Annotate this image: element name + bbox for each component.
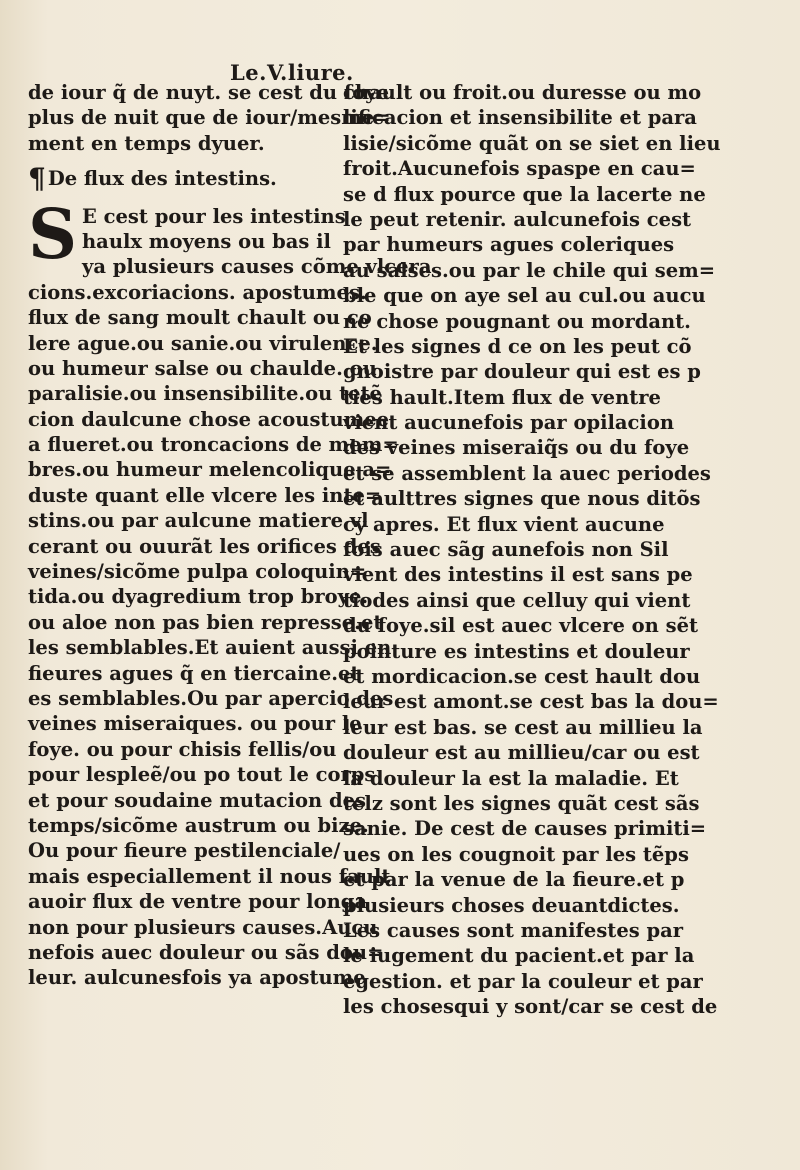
- text-line: pointure es intestins et douleur: [343, 639, 690, 663]
- text-line: veines miseraiques. ou pour le: [28, 712, 362, 736]
- text-line: nefois auec douleur ou sãs dou=: [28, 940, 384, 964]
- text-line: vient aucunefois par opilacion: [343, 411, 675, 435]
- text-line: les chosesqui y sont/car se cest de: [343, 995, 718, 1019]
- text-line: vient des intestins il est sans pe: [343, 563, 693, 587]
- text-line: cions.excoriacions. apostumes.: [28, 280, 367, 304]
- text-line: flux de sang moult chault ou co: [28, 306, 372, 330]
- text-line: cy apres. Et flux vient aucune: [343, 512, 665, 536]
- text-line: au salses.ou par le chile qui sem=: [343, 258, 716, 282]
- text-line: fieures agues q̃ en tiercaine.et: [28, 661, 360, 685]
- text-line: tida.ou dyagredium trop broye.: [28, 585, 369, 609]
- text-line: foye. ou pour chisis fellis/ou: [28, 737, 337, 761]
- text-line: ou aloe non pas bien represse.et: [28, 610, 383, 634]
- text-line: ou humeur salse ou chaulde. ou: [28, 356, 377, 380]
- text-line: les semblables.Et auient aussi en: [28, 636, 392, 660]
- text-line: douleur est au millieu/car ou est: [343, 741, 700, 765]
- text-line: cion daulcune chose acoustumee: [28, 407, 390, 431]
- text-line: des veines miseraiq̃s ou du foye: [343, 436, 690, 460]
- text-line: stins.ou par aulcune matiere vl: [28, 509, 369, 533]
- right-column: [343, 80, 721, 1019]
- text-line: le peut retenir. aulcunefois cest: [343, 207, 692, 231]
- text-line: Et les signes d ce on les peut cõ: [343, 334, 692, 358]
- text-line: duste quant elle vlcere les inte=: [28, 483, 382, 507]
- text-line: telz sont les signes quãt cest sãs: [343, 791, 700, 815]
- section-heading-text: De flux des intestins.: [47, 167, 277, 191]
- text-line: ble que on aye sel au cul.ou aucu: [343, 284, 706, 308]
- text-line: cerant ou ouurãt les orifices des: [28, 534, 381, 558]
- text-line: ya plusieurs causes cõme vlcera: [82, 255, 432, 279]
- text-line: chault ou froit.ou duresse ou mo: [343, 81, 702, 104]
- text-line: de iour q̃ de nuyt. se cest du foye: [28, 81, 389, 104]
- text-line: ues on les cougnoit par les tẽps: [343, 842, 689, 866]
- text-line: Ou pour fieure pestilenciale/: [28, 839, 341, 863]
- text-line: et pour soudaine mutacion des: [28, 788, 367, 812]
- text-line: la douleur la est la maladie. Et: [343, 766, 679, 790]
- right-body-text: [343, 80, 721, 1019]
- text-line: Les causes sont manifestes par: [343, 918, 684, 942]
- text-line: leur. aulcunesfois ya apostume: [28, 966, 366, 990]
- text-line: du foye.sil est auec vlcere on sẽt: [343, 614, 699, 638]
- left-body-text: [28, 194, 432, 991]
- text-line: fois auec sãg aunefois non Sil: [343, 538, 669, 562]
- running-header: Le.V.liure.: [230, 60, 354, 85]
- text-line: ties hault.Item flux de ventre: [343, 385, 661, 409]
- text-line: se d flux pource que la lacerte ne: [343, 182, 706, 206]
- text-line: pour lespleẽ/ou po tout le corps: [28, 763, 376, 787]
- text-line: et mordicacion.se cest hault dou: [343, 664, 701, 688]
- text-line: paralisie.ou insensibilite.ou tetẽ: [28, 382, 382, 406]
- text-line: froit.Aucunefois spaspe en cau=: [343, 157, 696, 181]
- opening-lines: [28, 80, 391, 156]
- text-line: plus de nuit que de iour/mesme=: [28, 106, 391, 130]
- decorated-initial: S: [28, 194, 78, 275]
- text-line: leur est amont.se cest bas la dou=: [343, 690, 719, 714]
- text-line: E cest pour les intestins: [82, 204, 346, 228]
- text-line: non pour plusieurs causes.Aucu: [28, 915, 378, 939]
- text-line: egestion. et par la couleur et par: [343, 969, 703, 993]
- text-line: mais especiallement il nous fault: [28, 864, 391, 888]
- text-line: ment en temps dyuer.: [28, 131, 265, 155]
- text-line: haulx moyens ou bas il: [82, 229, 331, 253]
- text-line: et aulttres signes que nous ditõs: [343, 487, 701, 511]
- section-heading: [28, 162, 348, 196]
- text-line: plusieurs choses deuantdictes.: [343, 893, 680, 917]
- text-line: es semblables.Ou par apercio des: [28, 686, 394, 710]
- text-line: le iugement du pacient.et par la: [343, 944, 695, 968]
- text-line: gnoistre par douleur qui est es p: [343, 360, 701, 384]
- pilcrow-icon: ¶: [28, 162, 46, 196]
- text-line: lere ague.ou sanie.ou virulence.: [28, 331, 378, 355]
- text-line: bres.ou humeur melencolique a=: [28, 458, 392, 482]
- text-line: temps/sicõme austrum ou bize.: [28, 813, 369, 837]
- text-line: et par la venue de la fieure.et p: [343, 868, 685, 892]
- text-line: lisie/sicõme quãt on se siet en lieu: [343, 131, 721, 155]
- text-line: et se assemblent la auec periodes: [343, 461, 711, 485]
- text-line: leur est bas. se cest au millieu la: [343, 715, 703, 739]
- text-line: par humeurs agues coleriques: [343, 233, 675, 257]
- text-line: ne chose pougnant ou mordant.: [343, 309, 691, 333]
- text-line: auoir flux de ventre pour longa: [28, 890, 368, 914]
- text-line: sanie. De cest de causes primiti=: [343, 817, 707, 841]
- left-column: [28, 80, 432, 991]
- text-line: a flueret.ou troncacions de mem=: [28, 433, 399, 457]
- text-line: lificacion et insensibilite et para: [343, 106, 697, 130]
- text-line: tiodes ainsi que celluy qui vient: [343, 588, 691, 612]
- text-line: veines/sicõme pulpa coloquin=: [28, 560, 367, 584]
